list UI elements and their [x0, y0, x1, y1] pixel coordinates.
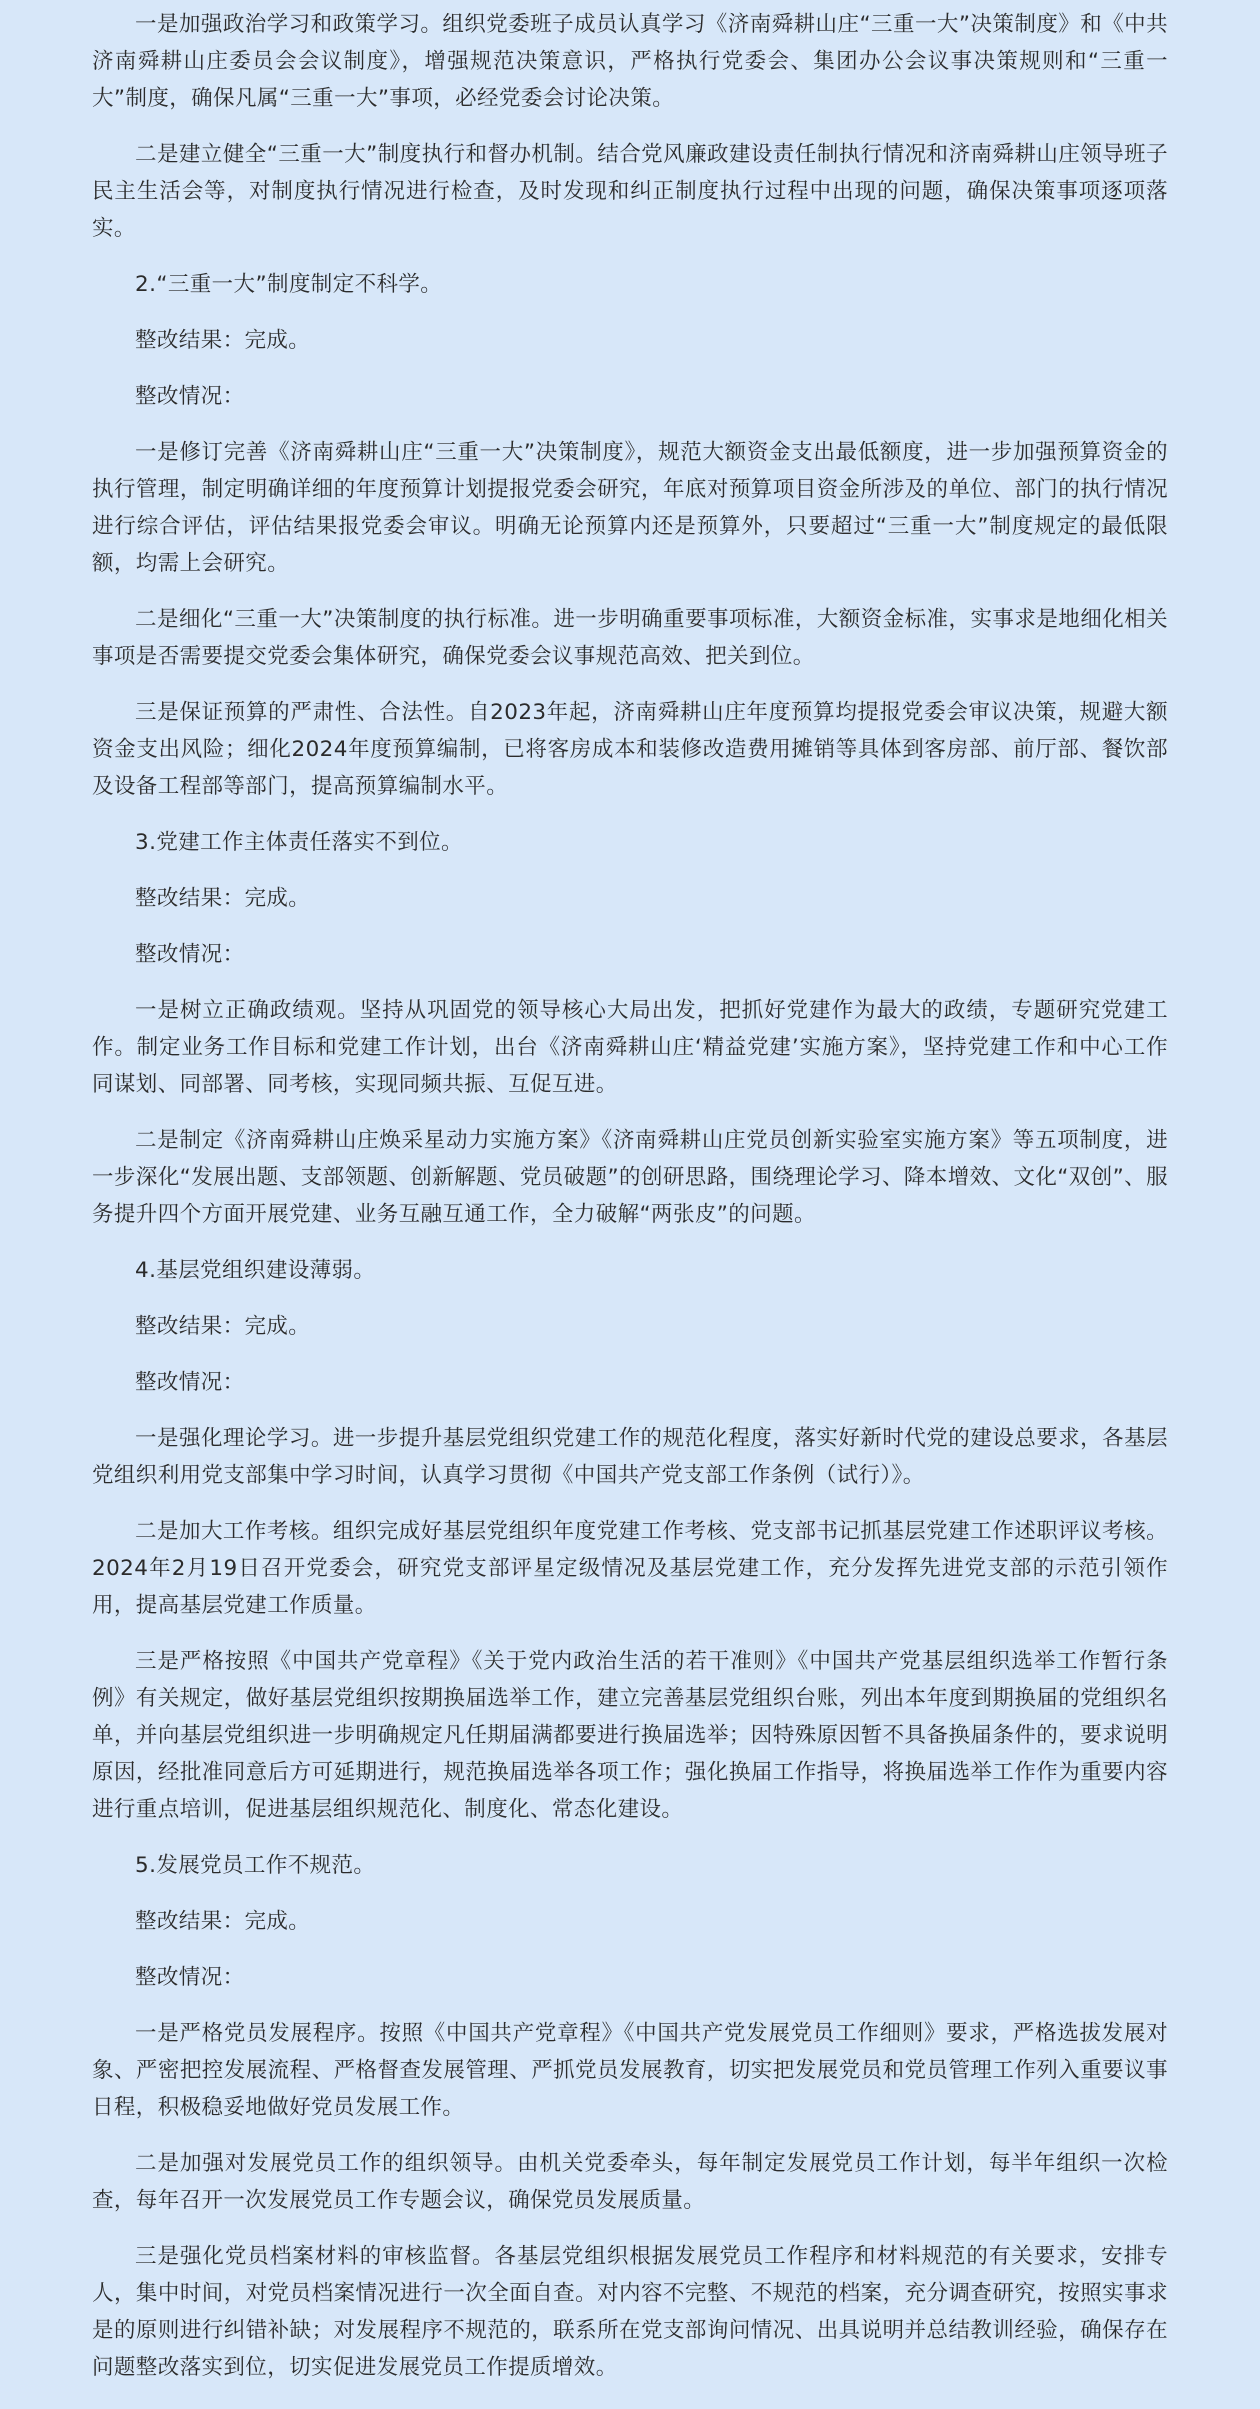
status-label: 整改情况： — [135, 384, 245, 409]
paragraph-archives: 三是强化党员档案材料的审核监督。各基层党组织根据发展党员工作程序和材料规范的有关要求，安排专人，集中时间，对党员档案情况进行一次全面自查。对内容不完整、不规范的档案，充分调查研究，按照实事求是的原则进行纠错补缺；对发展程序不规范的，联系所在党支部询问情况、出具说明并总结教训经验，确保存在问题整改落实到位，切实促进发展党员工作提质增效。 — [92, 2244, 1168, 2380]
paragraph-theory-study: 一是强化理论学习。进一步提升基层党组织党建工作的规范化程度，落实好新时代党的建设总要求，各基层党组织利用党支部集中学习时间，认真学习贯彻《中国共产党支部工作条例（试行）》。 — [92, 1426, 1168, 1488]
paragraph-performance-view: 一是树立正确政绩观。坚持从巩固党的领导核心大局出发，把抓好党建作为最大的政绩，专题研究党建工作。制定业务工作目标和党建工作计划，出台《济南舜耕山庄‘精益党建’实施方案》，坚持党建工作和中心工作同谋划、同部署、同考核，实现同频共振、互促互进。 — [92, 998, 1168, 1097]
status-label: 整改情况： — [135, 1370, 245, 1395]
paragraph-member-procedure: 一是严格党员发展程序。按照《中国共产党章程》《中国共产党发展党员工作细则》要求，严格选拔发展对象、严密把控发展流程、严格督查发展管理、严抓党员发展教育，切实把发展党员和党员管理工作列入重要议事日程，积极稳妥地做好党员发展工作。 — [92, 2021, 1168, 2120]
section-heading-5: 5.发展党员工作不规范。 — [135, 1853, 376, 1878]
result-label: 整改结果：完成。 — [135, 886, 311, 911]
paragraph-study: 一是加强政治学习和政策学习。组织党委班子成员认真学习《济南舜耕山庄“三重一大”决策制度》和《中共济南舜耕山庄委员会会议制度》，增强规范决策意识，严格执行党委会、集团办公会议事决策规则和“三重一大”制度，确保凡属“三重一大”事项，必经党委会讨论决策。 — [92, 12, 1168, 111]
paragraph-refine-standard: 二是细化“三重一大”决策制度的执行标准。进一步明确重要事项标准，大额资金标准，实事求是地细化相关事项是否需要提交党委会集体研究，确保党委会议事规范高效、把关到位。 — [92, 607, 1168, 669]
result-label: 整改结果：完成。 — [135, 1909, 311, 1934]
status-label: 整改情况： — [135, 1965, 245, 1990]
section-heading-2: 2.“三重一大”制度制定不科学。 — [135, 272, 443, 297]
result-label: 整改结果：完成。 — [135, 328, 311, 353]
section-heading-4: 4.基层党组织建设薄弱。 — [135, 1258, 376, 1283]
paragraph-leadership: 二是加强对发展党员工作的组织领导。由机关党委牵头，每年制定发展党员工作计划，每半年组织一次检查，每年召开一次发展党员工作专题会议，确保党员发展质量。 — [92, 2151, 1168, 2213]
paragraph-election: 三是严格按照《中国共产党章程》《关于党内政治生活的若干准则》《中国共产党基层组织选举工作暂行条例》有关规定，做好基层党组织按期换届选举工作，建立完善基层党组织台账，列出本年度到期换届的党组织名单，并向基层党组织进一步明确规定凡任期届满都要进行换届选举；因特殊原因暂不具备换届条件的，要求说明原因，经批准同意后方可延期进行，规范换届选举各项工作；强化换届工作指导，将换届选举工作作为重要内容进行重点培训，促进基层组织规范化、制度化、常态化建设。 — [92, 1649, 1168, 1822]
result-label: 整改结果：完成。 — [135, 1314, 311, 1339]
paragraph-five-systems: 二是制定《济南舜耕山庄焕采星动力实施方案》《济南舜耕山庄党员创新实验室实施方案》等五项制度，进一步深化“发展出题、支部领题、创新解题、党员破题”的创研思路，围绕理论学习、降本增效、文化“双创”、服务提升四个方面开展党建、业务互融互通工作，全力破解“两张皮”的问题。 — [92, 1128, 1168, 1227]
status-label: 整改情况： — [135, 942, 245, 967]
paragraph-revise-system: 一是修订完善《济南舜耕山庄“三重一大”决策制度》，规范大额资金支出最低额度，进一步加强预算资金的执行管理，制定明确详细的年度预算计划提报党委会研究，年底对预算项目资金所涉及的单位、部门的执行情况进行综合评估，评估结果报党委会审议。明确无论预算内还是预算外，只要超过“三重一大”制度规定的最低限额，均需上会研究。 — [92, 440, 1168, 576]
paragraph-assessment: 二是加大工作考核。组织完成好基层党组织年度党建工作考核、党支部书记抓基层党建工作述职评议考核。2024年2月19日召开党委会，研究党支部评星定级情况及基层党建工作，充分发挥先进党支部的示范引领作用，提高基层党建工作质量。 — [92, 1519, 1168, 1618]
paragraph-mechanism: 二是建立健全“三重一大”制度执行和督办机制。结合党风廉政建设责任制执行情况和济南舜耕山庄领导班子民主生活会等，对制度执行情况进行检查，及时发现和纠正制度执行过程中出现的问题，确保决策事项逐项落实。 — [92, 142, 1168, 241]
paragraph-budget: 三是保证预算的严肃性、合法性。自2023年起，济南舜耕山庄年度预算均提报党委会审议决策，规避大额资金支出风险；细化2024年度预算编制，已将客房成本和装修改造费用摊销等具体到客房部、前厅部、餐饮部及设备工程部等部门，提高预算编制水平。 — [92, 700, 1168, 799]
section-heading-3: 3.党建工作主体责任落实不到位。 — [135, 830, 463, 855]
